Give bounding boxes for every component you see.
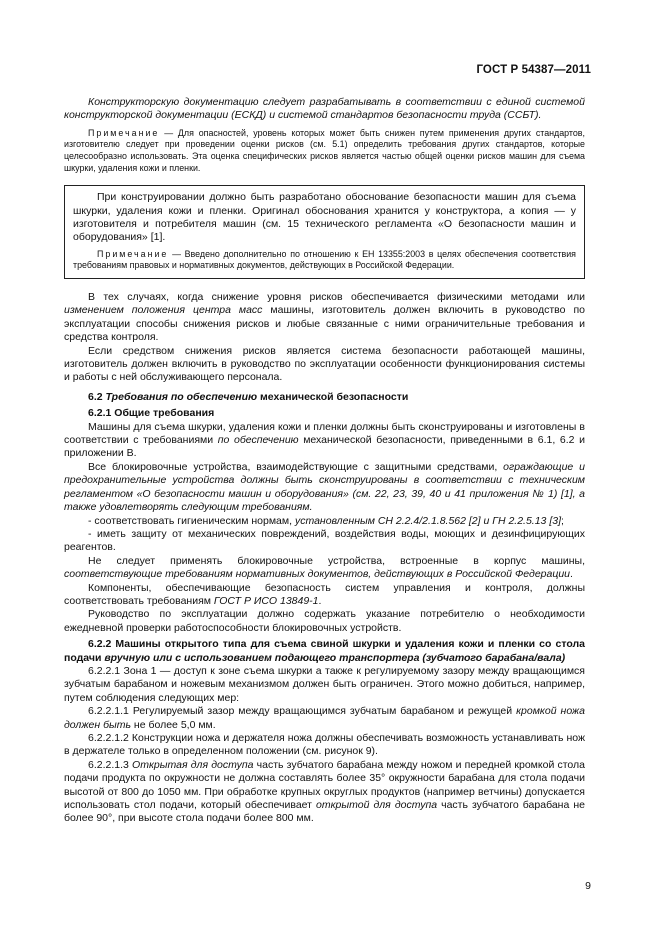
- text-run: В тех случаях, когда снижение уровня рисков обеспечивается физическими методами или: [88, 291, 585, 303]
- paragraph-interlocks: [64, 461, 585, 515]
- text-run-italic: изменением положения центра масс: [64, 304, 263, 317]
- text-run-italic: ограждающие и предохранительные устройства должны быть сконструированы в соответствии с техническим регламентом «О безопасности машин и оборудования» (см. 22, 23, 39, 40 и 41 приложения № 1) [1], а также удовлетворять следующим требованиям.: [64, 460, 585, 514]
- note-text: — Для опасностей, уровень которых может быть снижен путем применения других стандартов, изготовителю следует при проведении оценки рисков (см. 5.1) определить требования других стандартов, которые целесообразно использовать. Эта оценка специфических рисков является частью общей оценки рисков машин для съема шкурки, удаления кожи и пленки.: [64, 127, 585, 173]
- paragraph-general-req: [64, 421, 585, 461]
- note-1: [64, 128, 585, 174]
- box-paragraph: При конструировании должно быть разработано обоснование безопасности машин для съема шкурки, удаления кожи и пленки. Оригинал обоснования хранится у конструктора, а копия — у изготовителя и потребителя машин (см. 15 технического регламента «О безопасности машин и оборудования» [1].: [73, 191, 576, 244]
- text-run: машины, изготовитель должен включить в руководство по эксплуатации способы снижения рисков и любые связанные с ними ограничительные требования и средства контроля.: [64, 304, 585, 344]
- text-run: часть зубчатого барабана не более 90°, при высоте стола подачи более 800 мм.: [64, 799, 585, 825]
- section-title: 6.2.2 Машины открытого типа для съема свиной шкурки и удаления кожи и пленки со стола подачи: [64, 638, 585, 664]
- text-run-italic: Открытая для доступа: [132, 758, 254, 771]
- text-run: 6.2.2.1.3: [88, 758, 133, 771]
- text-run: - соответствовать гигиеническим нормам,: [88, 514, 295, 527]
- section-title-italic: Требования по обеспечению: [105, 390, 258, 403]
- text-run-italic: установленным СН 2.2.4/2.1.8.562 [2] и ГН 2.2.5.13 [3]: [294, 514, 561, 527]
- document-header: ГОСТ Р 54387—2011: [476, 64, 591, 76]
- section-6-2-heading: [64, 391, 585, 404]
- text-run: ;: [561, 514, 564, 527]
- list-item-hygiene: [64, 515, 585, 528]
- section-number: 6.2.1: [88, 407, 115, 420]
- section-6-2-1-heading: [64, 407, 585, 420]
- section-title: механической безопасности: [257, 390, 409, 403]
- list-item-protection: - иметь защиту от механических повреждений, воздействия воды, моющих и дезинфицирующих реагентов.: [64, 527, 585, 554]
- paragraph-safety-system: Если средством снижения рисков является система безопасности работающей машины, изготовитель должен включить в руководство по эксплуатации особенности функционирования системы и работы с ней обслуживающего персонала.: [64, 344, 585, 384]
- section-title: Общие требования: [114, 407, 215, 420]
- text-run: Не следует применять блокировочные устройства, встроенные в корпус машины,: [88, 554, 585, 567]
- text-run: механической безопасности, приведенными в 6.1, 6.2 и приложении В.: [64, 434, 585, 460]
- section-number: 6.2: [88, 390, 106, 403]
- text-run: часть зубчатого барабана между ножом и передней кромкой стола подачи продукта по окружности не должна составлять более 35° окружности барабана для стола подачи высотой от 800 до 1050 мм. При обработке крупных округлых продуктов (например ветчины) допускается использовать стол подачи, который обеспечивает: [64, 758, 585, 812]
- note-label: Примечание: [88, 127, 160, 138]
- box-note-text: — Введено дополнительно по отношению к ЕН 13355:2003 в целях обеспечения соответствия требованиям правовых и нормативных документов, действующих в Российской Федерации.: [73, 248, 576, 271]
- page-content: [64, 96, 585, 826]
- text-run-italic: по обеспечению: [217, 434, 299, 447]
- paragraph-6-2-2-1-2: 6.2.2.1.2 Конструкции ножа и держателя ножа должны обеспечивать возможность устанавливать нож в держателе только в определенном положении (см. рисунок 9).: [64, 732, 585, 758]
- text-run-italic: открытой для доступа: [316, 799, 438, 812]
- paragraph-risk-reduction: [64, 291, 585, 345]
- paragraph-6-2-2-1-3: [64, 759, 585, 826]
- box-note: [73, 249, 576, 272]
- paragraph-6-2-2-1-1: [64, 705, 585, 732]
- paragraph-builtin-interlocks: [64, 555, 585, 582]
- text-run: .: [318, 594, 322, 607]
- text-run: Все блокировочные устройства, взаимодействующие с защитными средствами,: [88, 460, 504, 473]
- text-run: Машины для съема шкурки, удаления кожи и пленки должны быть сконструированы и изготовлены в соответствии с требованиями: [64, 420, 585, 447]
- text-run: Компоненты, обеспечивающие безопасность систем управления и контроля, должны соответствовать требованиям: [64, 581, 585, 607]
- text-run: 6.2.2.1.1 Регулируемый зазор между вращающимся зубчатым барабаном и режущей: [88, 705, 517, 718]
- text-run-italic: соответствующие требованиям нормативных документов, действующих в Российской Федерации: [64, 568, 571, 581]
- text-run-italic: ГОСТ Р ИСО 13849-1: [213, 594, 319, 607]
- page-number: 9: [585, 880, 591, 892]
- box-note-label: Примечание: [97, 248, 169, 259]
- paragraph-components: [64, 582, 585, 609]
- paragraph-zone-1: 6.2.2.1 Зона 1 — доступ к зоне съема шкурки а также к регулируемому зазору между вращающимся зубчатым барабаном и ножевым механизмом должен быть ограничен. Этого можно добиться, например, путем соблюдения следующих мер:: [64, 664, 585, 704]
- section-title-italic: вручную или с использованием подающего транспортера (зубчатого барабана/вала): [104, 651, 566, 664]
- framed-addition-box: [64, 185, 585, 279]
- paragraph-design-docs: Конструкторскую документацию следует разрабатывать в соответствии с единой системой конструкторской документации (ЕСКД) и системой стандартов безопасности труда (ССБТ).: [64, 96, 585, 122]
- text-run: не более 5,0 мм.: [131, 718, 216, 731]
- section-6-2-2-heading: [64, 638, 585, 665]
- paragraph-manual-check: Руководство по эксплуатации должно содержать указание потребителю о необходимости ежедневной проверки работоспособности блокировочных устройств.: [64, 608, 585, 634]
- text-run-italic: кромкой ножа должен быть: [64, 705, 585, 731]
- text-run: .: [570, 568, 573, 581]
